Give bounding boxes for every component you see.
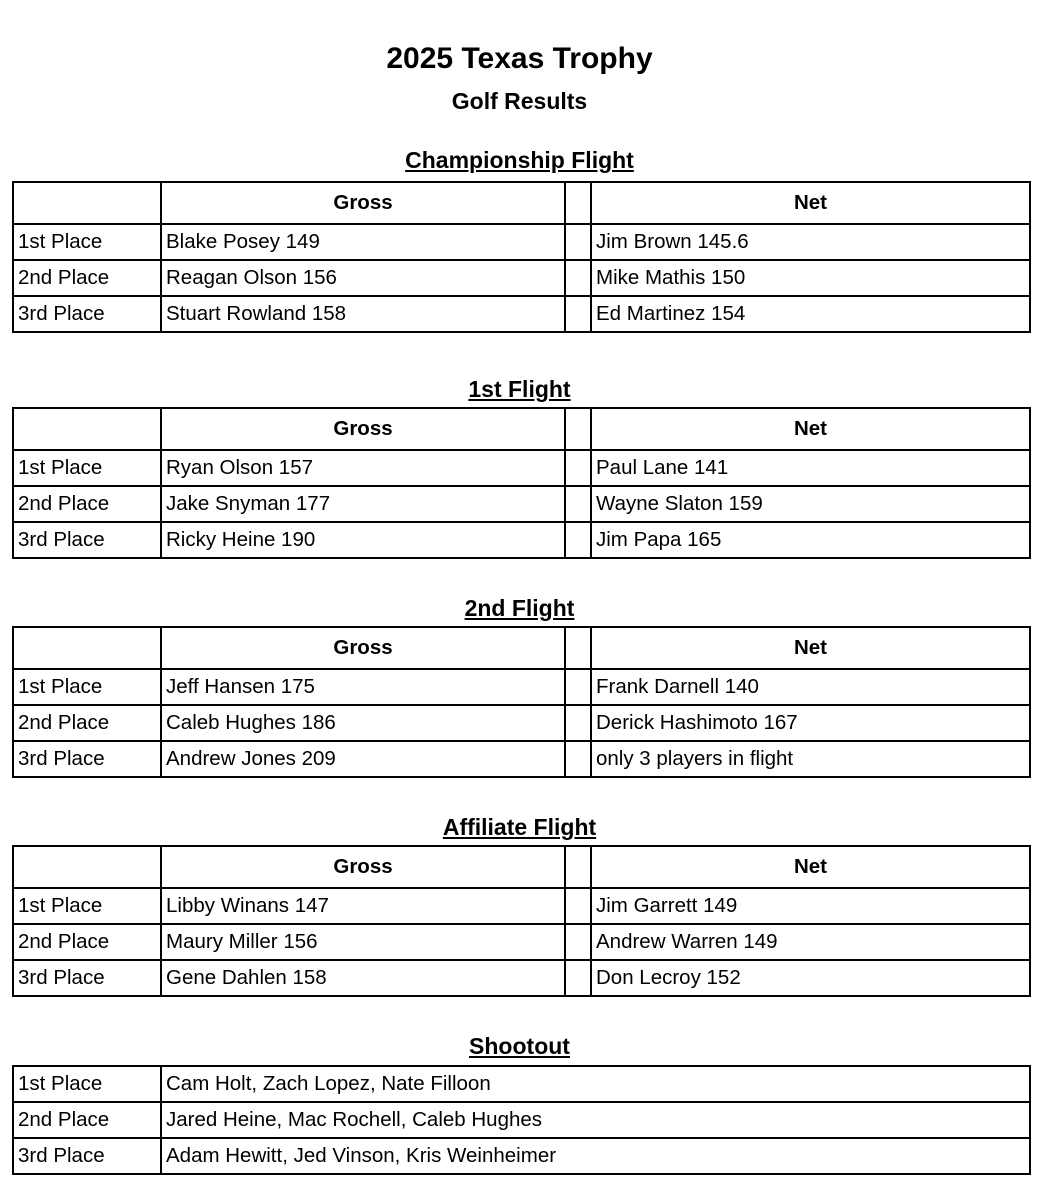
gross-cell: Jake Snyman 177: [161, 486, 565, 522]
place-cell: 2nd Place: [13, 486, 161, 522]
spacer-cell: [565, 627, 591, 669]
table-header-row: [13, 846, 1030, 888]
results-table-1st-flight: [12, 407, 1031, 559]
results-table-shootout: [12, 1065, 1031, 1175]
spacer-cell: [565, 924, 591, 960]
gross-header: Gross: [161, 846, 565, 888]
table-row: [13, 741, 1030, 777]
net-cell: Jim Brown 145.6: [591, 224, 1030, 260]
table-header-row: [13, 408, 1030, 450]
table-header-row: [13, 627, 1030, 669]
table-row: [13, 522, 1030, 558]
section-title-shootout: Shootout: [469, 1033, 570, 1059]
team-cell: Adam Hewitt, Jed Vinson, Kris Weinheimer: [161, 1138, 1030, 1174]
table-row: [13, 1066, 1030, 1102]
place-cell: 2nd Place: [13, 260, 161, 296]
place-cell: 3rd Place: [13, 296, 161, 332]
net-header: Net: [591, 408, 1030, 450]
gross-cell: Caleb Hughes 186: [161, 705, 565, 741]
header-blank-cell: [13, 182, 161, 224]
place-cell: 1st Place: [13, 888, 161, 924]
spacer-cell: [565, 182, 591, 224]
table-row: [13, 1138, 1030, 1174]
spacer-cell: [565, 486, 591, 522]
place-cell: 3rd Place: [13, 522, 161, 558]
net-cell: Derick Hashimoto 167: [591, 705, 1030, 741]
net-cell: Paul Lane 141: [591, 450, 1030, 486]
table-row: [13, 924, 1030, 960]
team-cell: Jared Heine, Mac Rochell, Caleb Hughes: [161, 1102, 1030, 1138]
section-title-1st-flight: 1st Flight: [468, 376, 571, 402]
net-header: Net: [591, 627, 1030, 669]
place-cell: 1st Place: [13, 669, 161, 705]
place-cell: 3rd Place: [13, 1138, 161, 1174]
table-row: [13, 1102, 1030, 1138]
net-cell: Jim Papa 165: [591, 522, 1030, 558]
net-cell: Don Lecroy 152: [591, 960, 1030, 996]
spacer-cell: [565, 960, 591, 996]
table-row: [13, 296, 1030, 332]
gross-cell: Andrew Jones 209: [161, 741, 565, 777]
team-cell: Cam Holt, Zach Lopez, Nate Filloon: [161, 1066, 1030, 1102]
net-cell: Ed Martinez 154: [591, 296, 1030, 332]
net-cell: Jim Garrett 149: [591, 888, 1030, 924]
table-header-row: [13, 182, 1030, 224]
table-row: [13, 224, 1030, 260]
page-subtitle: Golf Results: [451, 88, 588, 114]
place-cell: 2nd Place: [13, 705, 161, 741]
table-row: [13, 669, 1030, 705]
gross-cell: Stuart Rowland 158: [161, 296, 565, 332]
section-title-affiliate-flight: Affiliate Flight: [442, 814, 597, 840]
place-cell: 2nd Place: [13, 924, 161, 960]
header-blank-cell: [13, 408, 161, 450]
net-cell: Frank Darnell 140: [591, 669, 1030, 705]
spacer-cell: [565, 224, 591, 260]
place-cell: 1st Place: [13, 1066, 161, 1102]
gross-header: Gross: [161, 627, 565, 669]
net-cell: Andrew Warren 149: [591, 924, 1030, 960]
spacer-cell: [565, 846, 591, 888]
net-cell: Wayne Slaton 159: [591, 486, 1030, 522]
spacer-cell: [565, 450, 591, 486]
results-table-championship-flight: [12, 181, 1031, 333]
gross-cell: Jeff Hansen 175: [161, 669, 565, 705]
spacer-cell: [565, 888, 591, 924]
net-header: Net: [591, 846, 1030, 888]
page-title: 2025 Texas Trophy: [386, 42, 653, 75]
net-cell: only 3 players in flight: [591, 741, 1030, 777]
place-cell: 1st Place: [13, 224, 161, 260]
gross-cell: Gene Dahlen 158: [161, 960, 565, 996]
gross-header: Gross: [161, 408, 565, 450]
results-table-affiliate-flight: [12, 845, 1031, 997]
net-header: Net: [591, 182, 1030, 224]
gross-cell: Maury Miller 156: [161, 924, 565, 960]
gross-cell: Ricky Heine 190: [161, 522, 565, 558]
place-cell: 3rd Place: [13, 960, 161, 996]
table-row: [13, 260, 1030, 296]
table-row: [13, 486, 1030, 522]
spacer-cell: [565, 260, 591, 296]
spacer-cell: [565, 741, 591, 777]
results-table-2nd-flight: [12, 626, 1031, 778]
gross-cell: Blake Posey 149: [161, 224, 565, 260]
place-cell: 3rd Place: [13, 741, 161, 777]
section-title-2nd-flight: 2nd Flight: [464, 595, 575, 621]
header-blank-cell: [13, 627, 161, 669]
spacer-cell: [565, 522, 591, 558]
table-row: [13, 960, 1030, 996]
spacer-cell: [565, 705, 591, 741]
table-row: [13, 888, 1030, 924]
spacer-cell: [565, 669, 591, 705]
net-cell: Mike Mathis 150: [591, 260, 1030, 296]
gross-header: Gross: [161, 182, 565, 224]
spacer-cell: [565, 408, 591, 450]
table-row: [13, 705, 1030, 741]
gross-cell: Reagan Olson 156: [161, 260, 565, 296]
header-blank-cell: [13, 846, 161, 888]
gross-cell: Ryan Olson 157: [161, 450, 565, 486]
section-title-championship-flight: Championship Flight: [405, 147, 634, 173]
gross-cell: Libby Winans 147: [161, 888, 565, 924]
place-cell: 2nd Place: [13, 1102, 161, 1138]
place-cell: 1st Place: [13, 450, 161, 486]
spacer-cell: [565, 296, 591, 332]
table-row: [13, 450, 1030, 486]
